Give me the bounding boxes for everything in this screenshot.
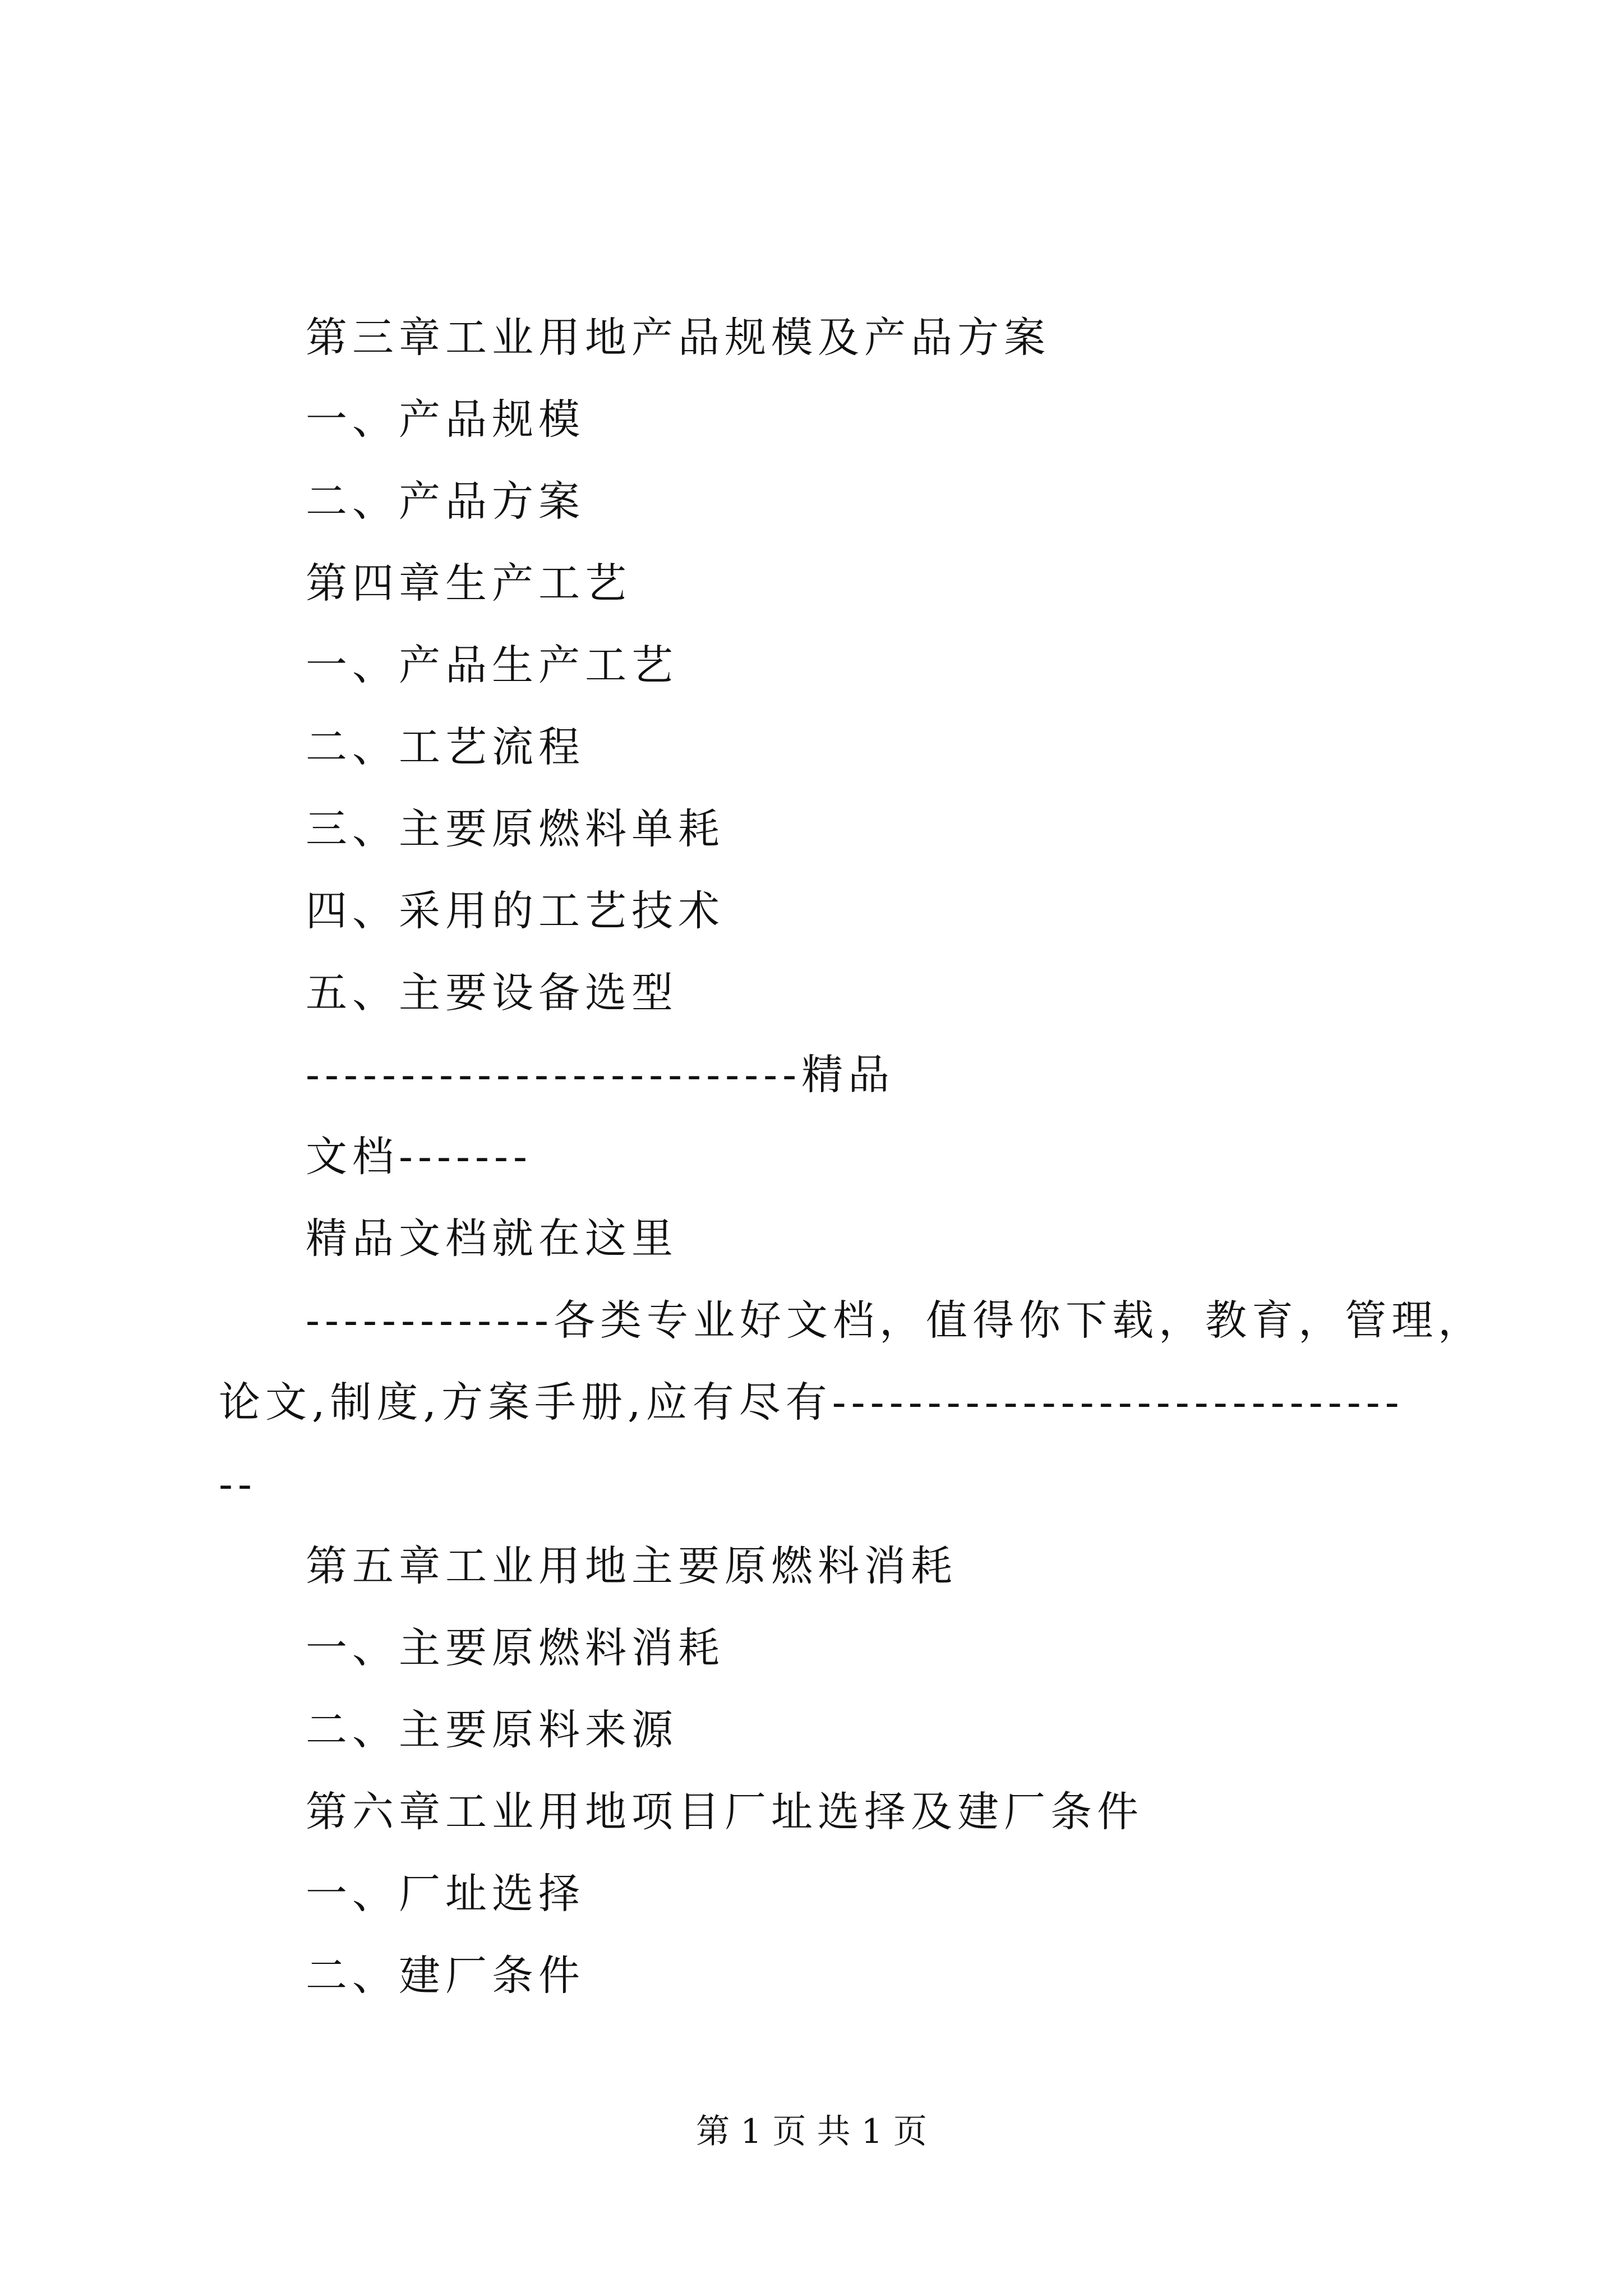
watermark-text-line: -- (219, 1460, 257, 1508)
watermark-text-line: 论文,制度,方案手册,应有尽有------------------------------ (219, 1378, 1404, 1427)
section-item: 二、产品方案 (306, 477, 585, 526)
page-number-footer: 第 1 页 共 1 页 (696, 2112, 927, 2151)
watermark-text-line: 文档------- (306, 1133, 533, 1181)
section-item: 五、主要设备选型 (306, 969, 678, 1017)
section-item: 二、主要原料来源 (306, 1706, 678, 1754)
section-item: 三、主要原燃料单耗 (306, 805, 725, 853)
section-item: 一、主要原燃料消耗 (306, 1624, 725, 1672)
section-item: 二、工艺流程 (306, 723, 585, 771)
watermark-text-line: --------------------------精品 (306, 1051, 895, 1099)
chapter-5-heading: 第五章工业用地主要原燃料消耗 (306, 1542, 957, 1590)
watermark-text-line: 精品文档就在这里 (306, 1214, 678, 1263)
chapter-3-heading: 第三章工业用地产品规模及产品方案 (306, 314, 1050, 362)
section-item: 一、产品生产工艺 (306, 641, 678, 689)
section-item: 一、厂址选择 (306, 1870, 585, 1918)
watermark-text-line: -------------各类专业好文档，值得你下载，教育，管理， (306, 1296, 1485, 1345)
section-item: 二、建厂条件 (306, 1952, 585, 2000)
chapter-4-heading: 第四章生产工艺 (306, 559, 631, 608)
section-item: 四、采用的工艺技术 (306, 887, 725, 935)
chapter-6-heading: 第六章工业用地项目厂址选择及建厂条件 (306, 1788, 1144, 1836)
section-item: 一、产品规模 (306, 395, 585, 444)
